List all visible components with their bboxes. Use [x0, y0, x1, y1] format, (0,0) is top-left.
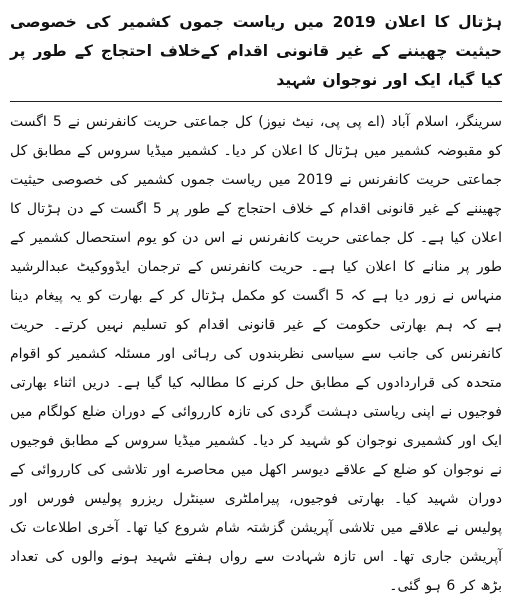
headline-divider [10, 101, 502, 102]
headline: ہڑتال کا اعلان 2019 میں ریاست جموں کشمیر کی خصوصی حیثیت چھیننے کے غیر قانونی اقدام کےخلاف احتجاج کے طور پر کیا گیا، ایک اور نوجوان شہید [10, 13, 502, 89]
article-body: سرینگر، اسلام آباد (اے پی پی، نیٹ نیوز) کل جماعتی حریت کانفرنس نے 5 اگست کو مقبوضہ کشمیر میں ہڑتال کا اعلان کر دیا۔ کشمیر میڈیا سروس کے مطابق کل جماعتی حریت کانفرنس نے 2019 میں ریاست جموں کشمیر کی خصوصی حیثیت چھیننے کے غیر قانونی اقدام کے خلاف احتجاج کے طور پر 5 اگست کے دن ہڑتال کا اعلان کیا ہے۔ کل جماعتی حریت کانفرنس نے اس دن کو یوم استحصال کشمیر کے طور پر منانے کا اعلان کیا ہے۔ حریت کانفرنس کے ترجمان ایڈووکیٹ عبدالرشید منہاس نے زور دیا ہے کہ 5 اگست کو مکمل ہڑتال کر کے بھارت کو یہ پیغام دینا ہے کہ ہم بھارتی حکومت کے غیر قانونی اقدام کو تسلیم نہیں کرتے۔ حریت کانفرنس کی جانب سے سیاسی نظربندوں کی رہائی اور مسئلہ کشمیر کو اقوام متحدہ کی قراردادوں کے مطابق حل کرنے کا مطالبہ کیا گیا ہے۔ دریں اثناء بھارتی فوجیوں نے اپنی ریاستی دہشت گردی کی تازہ کارروائی کے دوران ضلع کولگام میں ایک اور کشمیری نوجوان کو شہید کر دیا۔ کشمیر میڈیا سروس کے مطابق فوجیوں نے نوجوان کو ضلع کے علاقے دیوسر اکھل میں محاصرے اور تلاشی کی کارروائی کے دوران شہید کیا۔ بھارتی فوجیوں، پیراملٹری سینٹرل ریزرو پولیس فورس اور پولیس نے علاقے میں تلاشی آپریشن گزشتہ شام شروع کیا تھا۔ آخری اطلاعات تک آپریشن جاری تھا۔ اس تازہ شہادت سے رواں ہفتے شہید ہونے والوں کی تعداد بڑھ کر 6 ہو گئی۔ [10, 114, 502, 594]
